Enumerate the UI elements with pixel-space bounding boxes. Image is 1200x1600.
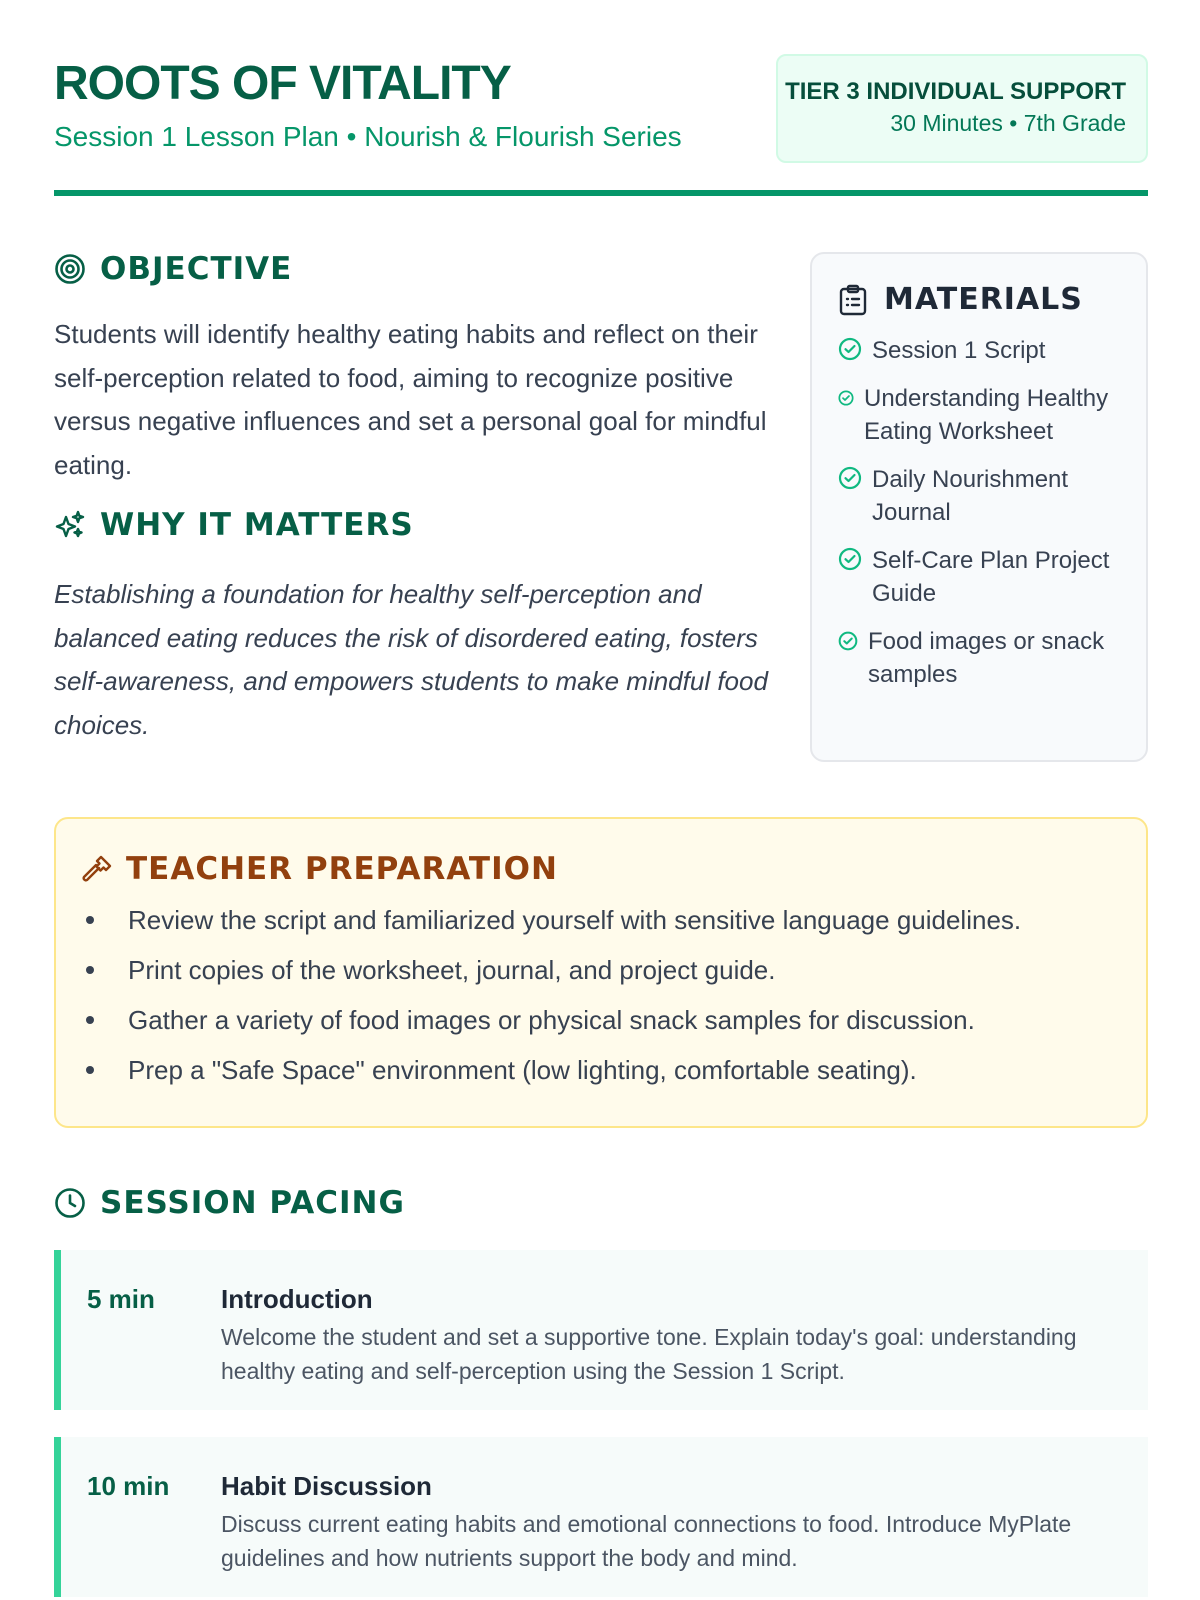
clock-icon	[54, 1187, 86, 1219]
tier-badge	[776, 54, 1148, 163]
target-icon	[54, 253, 86, 285]
pace-title: Introduction	[221, 1284, 373, 1314]
why-text: Establishing a foundation for healthy self-perception and balanced eating reduces the risk of disordered eating, fosters self-awareness, and empowers students to make mindful food choices.	[54, 579, 768, 740]
pace-time: 10 min	[87, 1471, 170, 1501]
prep-item-text: Prep a "Safe Space" environment (low lighting, comfortable seating).	[128, 1055, 917, 1085]
tier-label: TIER 3 INDIVIDUAL SUPPORT	[785, 78, 1126, 105]
prep-list	[82, 903, 1118, 1087]
material-label: Understanding Healthy Eating Worksheet	[864, 384, 1109, 445]
prep-item-text: Gather a variety of food images or physical snack samples for discussion.	[128, 1005, 975, 1035]
why-heading	[54, 507, 414, 543]
bullet	[86, 1066, 94, 1074]
material-label: Session 1 Script	[872, 337, 1046, 364]
pacing-heading-text: SESSION PACING	[100, 1185, 405, 1221]
bullet	[86, 1016, 94, 1024]
tier-meta: 30 Minutes • 7th Grade	[890, 110, 1126, 136]
list-item	[82, 1003, 1118, 1037]
lesson-plan-page	[54, 0, 1148, 1600]
check-circle-icon	[838, 390, 854, 406]
list-item	[838, 463, 1122, 530]
page-header	[54, 54, 1148, 164]
objective-heading-text: OBJECTIVE	[100, 251, 293, 287]
bullet	[86, 916, 94, 924]
check-circle-icon	[838, 337, 862, 361]
hammer-icon	[82, 853, 114, 885]
pacing-row	[54, 1437, 1148, 1597]
check-circle-icon	[838, 631, 858, 651]
material-label: Food images or snack samples	[868, 627, 1105, 688]
why-heading-text: WHY IT MATTERS	[100, 507, 414, 543]
list-item	[838, 334, 1122, 368]
pace-description: Welcome the student and set a supportive tone. Explain today's goal: understanding healthy eating and self-perception using the Session 1 Script.	[221, 1324, 1077, 1384]
page-title: ROOTS OF VITALITY	[54, 57, 511, 110]
list-item	[838, 382, 1122, 449]
list-item	[82, 1053, 1118, 1087]
teacher-prep-panel	[54, 817, 1148, 1128]
pacing-row	[54, 1250, 1148, 1410]
prep-item-text: Print copies of the worksheet, journal, and project guide.	[128, 955, 776, 985]
objective-heading	[54, 251, 292, 287]
check-circle-icon	[838, 466, 862, 490]
list-item	[82, 903, 1118, 937]
objective-text: Students will identify healthy eating habits and reflect on their self-perception related to food, aiming to recognize positive versus negative influences and set a personal goal for mindful eating.	[54, 319, 767, 480]
list-item	[82, 953, 1118, 987]
pace-title: Habit Discussion	[221, 1471, 432, 1501]
prep-heading	[82, 851, 1118, 887]
page-subtitle: Session 1 Lesson Plan • Nourish & Flourish Series	[54, 121, 682, 152]
materials-panel	[810, 252, 1148, 762]
materials-heading-text: MATERIALS	[884, 282, 1083, 317]
header-divider	[54, 190, 1148, 196]
material-label: Self-Care Plan Project Guide	[872, 546, 1110, 607]
list-item	[838, 625, 1122, 692]
prep-heading-text: TEACHER PREPARATION	[126, 851, 558, 887]
bullet	[86, 966, 94, 974]
sparkles-icon	[54, 509, 86, 541]
pace-time: 5 min	[87, 1284, 155, 1314]
materials-heading	[838, 282, 1122, 318]
materials-list	[838, 334, 1122, 692]
check-circle-icon	[838, 547, 862, 571]
pacing-heading	[54, 1185, 405, 1221]
clipboard-icon	[838, 284, 870, 316]
pace-description: Discuss current eating habits and emotional connections to food. Introduce MyPlate guidelines and how nutrients support the body and mind.	[221, 1511, 1072, 1571]
prep-item-text: Review the script and familiarized yourself with sensitive language guidelines.	[128, 905, 1022, 935]
list-item	[838, 544, 1122, 611]
material-label: Daily Nourishment Journal	[872, 465, 1069, 526]
